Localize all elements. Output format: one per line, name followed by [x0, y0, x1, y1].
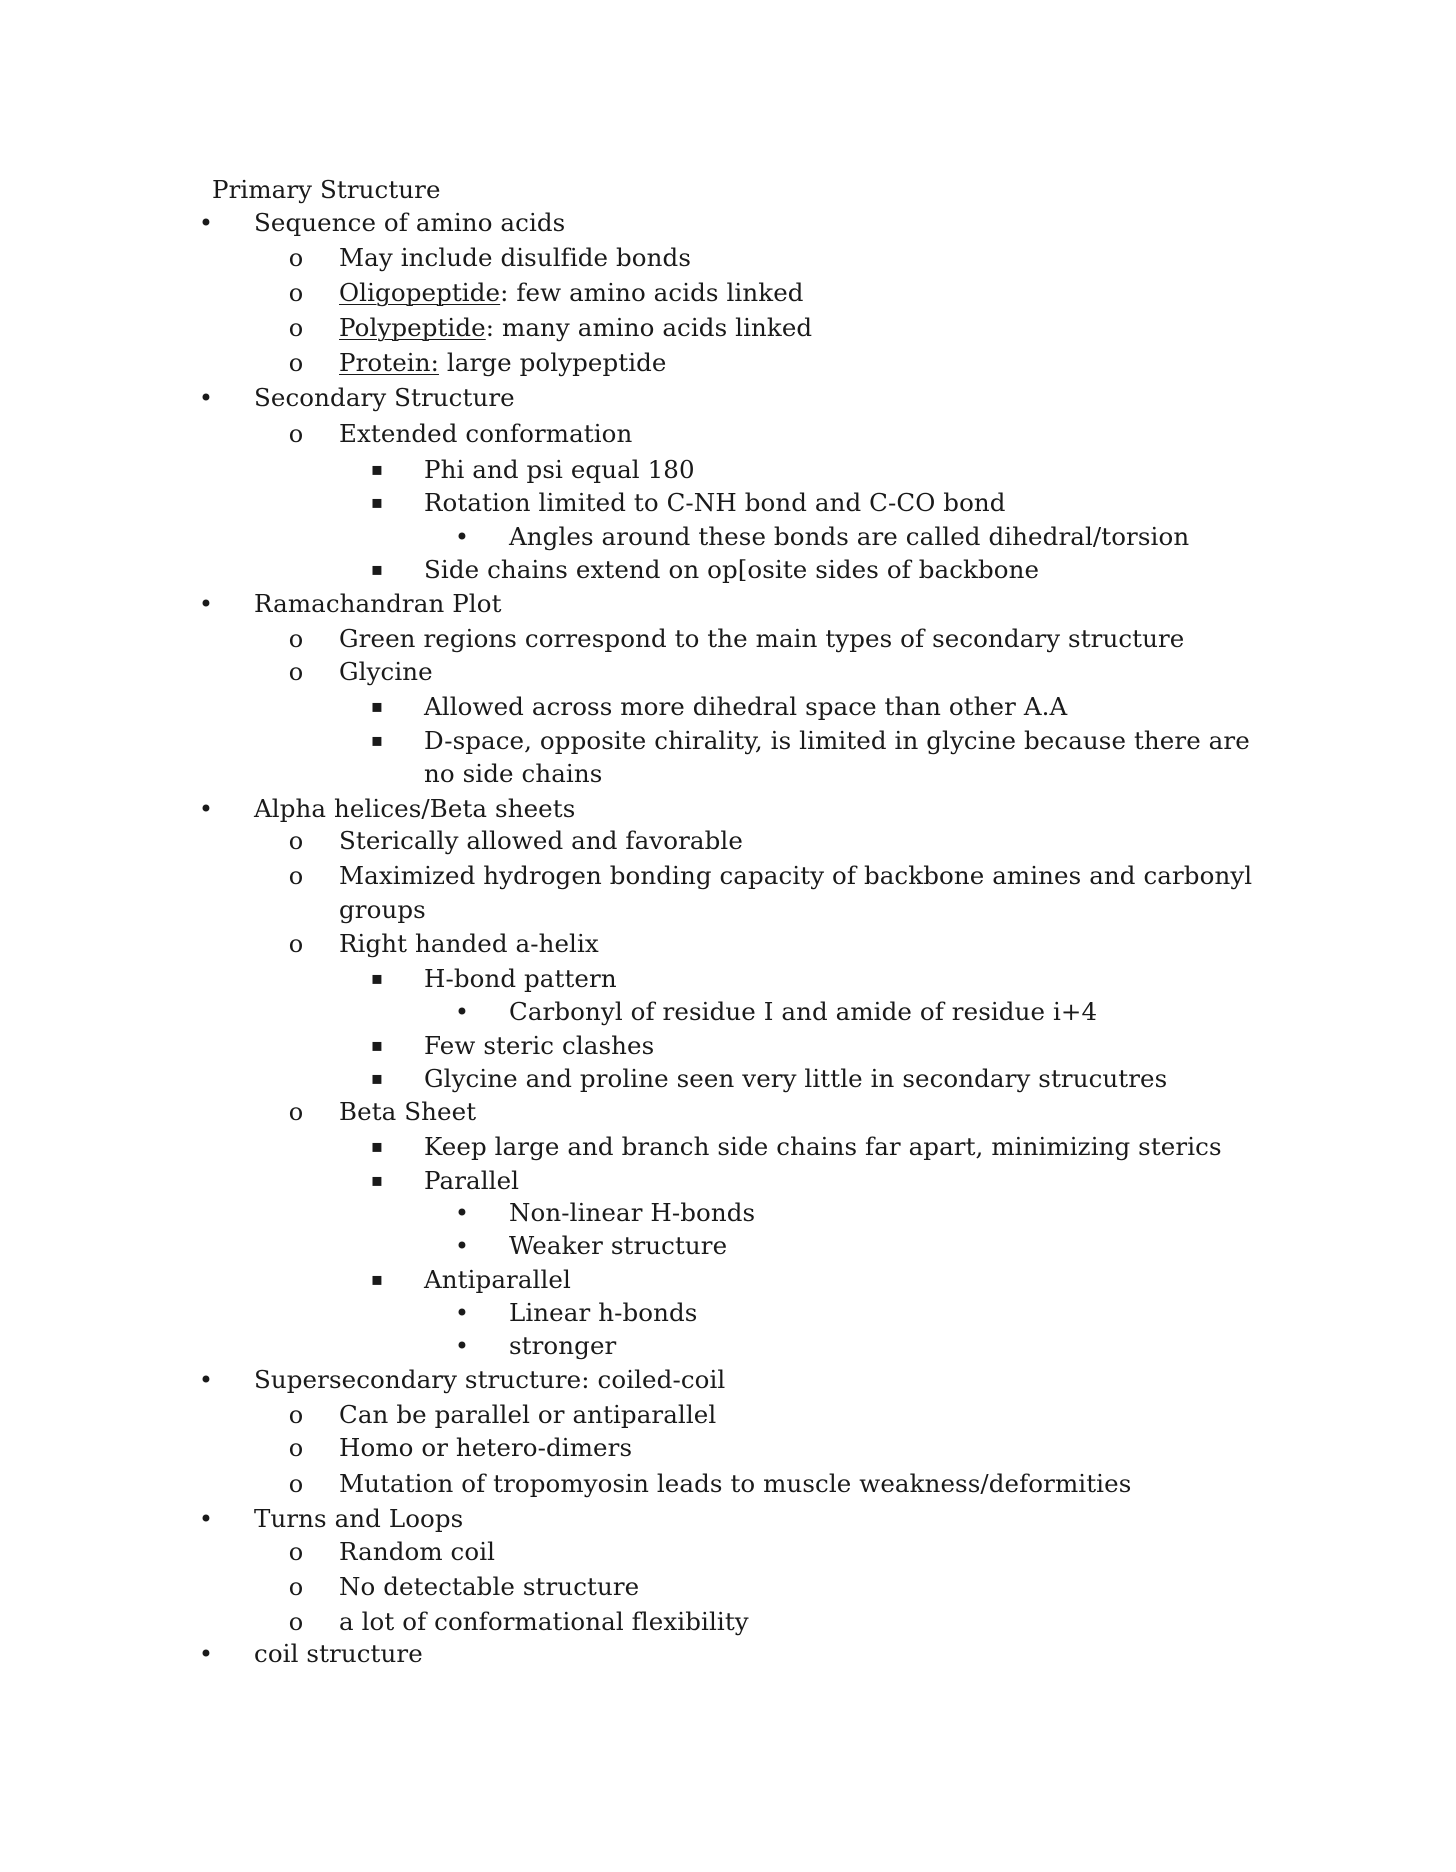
underlined-term: Polypeptide [339, 313, 486, 342]
line-text [424, 757, 602, 791]
bullet-icon: • [198, 1366, 214, 1394]
line-text [509, 1296, 697, 1330]
circle-bullet-icon: o [288, 1434, 304, 1462]
line-body: D-space, opposite chirality, is limited in glycine because there are [424, 726, 1250, 755]
line-body: : many amino acids linked [485, 313, 813, 342]
line-body: Maximized hydrogen bonding capacity of backbone amines and carbonyl [339, 861, 1253, 890]
bullet-icon: • [198, 795, 214, 823]
bullet-icon: • [198, 209, 214, 237]
line-body: Random coil [339, 1537, 496, 1566]
list-item [0, 1229, 1456, 1263]
list-item [0, 520, 1456, 554]
line-body: : few amino acids linked [500, 278, 804, 307]
bullet-icon: • [454, 1299, 470, 1327]
line-text [424, 1029, 654, 1063]
square-bullet-icon: ▪ [370, 1035, 384, 1056]
line-text [339, 1535, 495, 1569]
line-text [254, 587, 502, 621]
heading [0, 173, 1456, 207]
line-text [424, 1263, 571, 1297]
list-item [0, 962, 1456, 996]
line-text [254, 1502, 463, 1536]
line-text [254, 1363, 725, 1397]
circle-bullet-icon: o [288, 1608, 304, 1636]
line-text [424, 486, 1006, 520]
bullet-icon: • [198, 1640, 214, 1668]
line-body: Sequence of amino acids [254, 208, 566, 237]
line-body: Ramachandran Plot [254, 589, 502, 618]
line-text [254, 1637, 423, 1671]
list-item [0, 1570, 1456, 1604]
line-text [339, 311, 812, 345]
line-body: H-bond pattern [424, 964, 617, 993]
line-body: Turns and Loops [254, 1504, 464, 1533]
line-text [509, 520, 1189, 554]
line-body: No detectable structure [339, 1572, 640, 1601]
line-body: Glycine and proline seen very little in secondary strucutres [424, 1064, 1168, 1093]
line-body: no side chains [424, 759, 603, 788]
line-text [339, 241, 691, 275]
line-text [509, 1196, 755, 1230]
bullet-icon: • [198, 590, 214, 618]
line-body: Supersecondary structure: coiled-coil [254, 1365, 726, 1394]
line-body: Sterically allowed and favorable [339, 826, 743, 855]
line-text [339, 1570, 639, 1604]
list-item [0, 206, 1456, 240]
line-body: Alpha helices/Beta sheets [254, 794, 576, 823]
line-text [339, 893, 426, 927]
list-item [0, 1329, 1456, 1363]
line-body: Parallel [424, 1166, 520, 1195]
line-body: Mutation of tropomyosin leads to muscle weakness/deformities [339, 1469, 1132, 1498]
line-body: Glycine [339, 657, 433, 686]
line-text [339, 824, 743, 858]
line-text [424, 962, 617, 996]
line-body: Right handed a-helix [339, 929, 599, 958]
list-item [0, 1029, 1456, 1063]
circle-bullet-icon: o [288, 1470, 304, 1498]
line-text [339, 346, 667, 380]
list-item [0, 1637, 1456, 1671]
line-text [424, 553, 1039, 587]
line-text [254, 792, 575, 826]
list-item [0, 1164, 1456, 1198]
line-body: a lot of conformational flexibility [339, 1607, 749, 1636]
line-text [339, 1431, 632, 1465]
line-text [424, 1164, 519, 1198]
circle-bullet-icon: o [288, 244, 304, 272]
list-item [0, 1467, 1456, 1501]
line-text [424, 724, 1250, 758]
list-item [0, 241, 1456, 275]
line-text [339, 859, 1252, 893]
line-body: Phi and psi equal 180 [424, 455, 695, 484]
list-item [0, 893, 1456, 927]
line-text [339, 655, 433, 689]
line-body: large polypeptide [438, 348, 667, 377]
line-text [509, 1329, 616, 1363]
circle-bullet-icon: o [288, 625, 304, 653]
line-text [339, 1605, 749, 1639]
line-body: Green regions correspond to the main types of secondary structure [339, 624, 1185, 653]
bullet-icon: • [454, 1232, 470, 1260]
list-item [0, 553, 1456, 587]
line-body: Angles around these bonds are called dihedral/torsion [509, 522, 1190, 551]
square-bullet-icon: ▪ [370, 559, 384, 580]
circle-bullet-icon: o [288, 1538, 304, 1566]
list-item [0, 1130, 1456, 1164]
bullet-icon: • [198, 384, 214, 412]
line-text [424, 453, 695, 487]
list-item [0, 655, 1456, 689]
list-item [0, 1196, 1456, 1230]
line-body: Primary Structure [212, 175, 441, 204]
list-item [0, 1605, 1456, 1639]
bullet-icon: • [454, 998, 470, 1026]
line-body: Can be parallel or antiparallel [339, 1400, 717, 1429]
circle-bullet-icon: o [288, 827, 304, 855]
square-bullet-icon: ▪ [370, 459, 384, 480]
line-body: Keep large and branch side chains far apart, minimizing sterics [424, 1132, 1222, 1161]
line-body: coil structure [254, 1639, 423, 1668]
list-item [0, 859, 1456, 893]
line-body: Beta Sheet [339, 1097, 477, 1126]
list-item [0, 311, 1456, 345]
circle-bullet-icon: o [288, 658, 304, 686]
square-bullet-icon: ▪ [370, 492, 384, 513]
line-text [254, 206, 565, 240]
circle-bullet-icon: o [288, 349, 304, 377]
line-text [424, 690, 1067, 724]
list-item [0, 690, 1456, 724]
list-item [0, 276, 1456, 310]
circle-bullet-icon: o [288, 1573, 304, 1601]
list-item [0, 1062, 1456, 1096]
list-item [0, 1398, 1456, 1432]
line-text [339, 417, 632, 451]
line-text [254, 381, 515, 415]
list-item [0, 724, 1456, 758]
list-item [0, 486, 1456, 520]
line-body: Allowed across more dihedral space than other A.A [424, 692, 1068, 721]
line-text [339, 927, 599, 961]
bullet-icon: • [454, 523, 470, 551]
line-text [212, 173, 441, 207]
line-text [339, 622, 1184, 656]
line-text [424, 1062, 1167, 1096]
line-text [509, 995, 1097, 1029]
square-bullet-icon: ▪ [370, 1269, 384, 1290]
circle-bullet-icon: o [288, 862, 304, 890]
list-item [0, 381, 1456, 415]
list-item [0, 1535, 1456, 1569]
line-body: Linear h-bonds [509, 1298, 698, 1327]
list-item [0, 587, 1456, 621]
square-bullet-icon: ▪ [370, 696, 384, 717]
line-body: stronger [509, 1331, 617, 1360]
underlined-term: Oligopeptide [339, 278, 501, 307]
circle-bullet-icon: o [288, 1401, 304, 1429]
square-bullet-icon: ▪ [370, 968, 384, 989]
list-item [0, 1296, 1456, 1330]
line-text [339, 276, 804, 310]
line-body: Secondary Structure [254, 383, 515, 412]
list-item [0, 1095, 1456, 1129]
bullet-icon: • [454, 1199, 470, 1227]
line-body: Side chains extend on op[osite sides of backbone [424, 555, 1040, 584]
line-body: May include disulfide bonds [339, 243, 691, 272]
list-item [0, 346, 1456, 380]
list-item [0, 927, 1456, 961]
circle-bullet-icon: o [288, 930, 304, 958]
list-item [0, 1363, 1456, 1397]
line-text [339, 1467, 1131, 1501]
list-item [0, 824, 1456, 858]
circle-bullet-icon: o [288, 420, 304, 448]
line-body: Carbonyl of residue I and amide of residue i+4 [509, 997, 1098, 1026]
list-item [0, 1263, 1456, 1297]
list-item [0, 453, 1456, 487]
circle-bullet-icon: o [288, 314, 304, 342]
circle-bullet-icon: o [288, 279, 304, 307]
line-text [339, 1095, 476, 1129]
list-item [0, 622, 1456, 656]
line-body: Non-linear H-bonds [509, 1198, 756, 1227]
line-body: Few steric clashes [424, 1031, 655, 1060]
circle-bullet-icon: o [288, 1098, 304, 1126]
line-body: Weaker structure [509, 1231, 728, 1260]
line-body: Homo or hetero-dimers [339, 1433, 633, 1462]
line-body: groups [339, 895, 426, 924]
square-bullet-icon: ▪ [370, 1136, 384, 1157]
underlined-term: Protein: [339, 348, 439, 377]
bullet-icon: • [454, 1332, 470, 1360]
line-body: Extended conformation [339, 419, 633, 448]
square-bullet-icon: ▪ [370, 1068, 384, 1089]
list-item [0, 757, 1456, 791]
line-text [339, 1398, 716, 1432]
square-bullet-icon: ▪ [370, 1170, 384, 1191]
line-body: Antiparallel [424, 1265, 571, 1294]
list-item [0, 417, 1456, 451]
list-item [0, 1431, 1456, 1465]
list-item [0, 1502, 1456, 1536]
line-body: Rotation limited to C-NH bond and C-CO bond [424, 488, 1006, 517]
square-bullet-icon: ▪ [370, 730, 384, 751]
bullet-icon: • [198, 1505, 214, 1533]
list-item [0, 792, 1456, 826]
line-text [424, 1130, 1222, 1164]
list-item [0, 995, 1456, 1029]
line-text [509, 1229, 727, 1263]
